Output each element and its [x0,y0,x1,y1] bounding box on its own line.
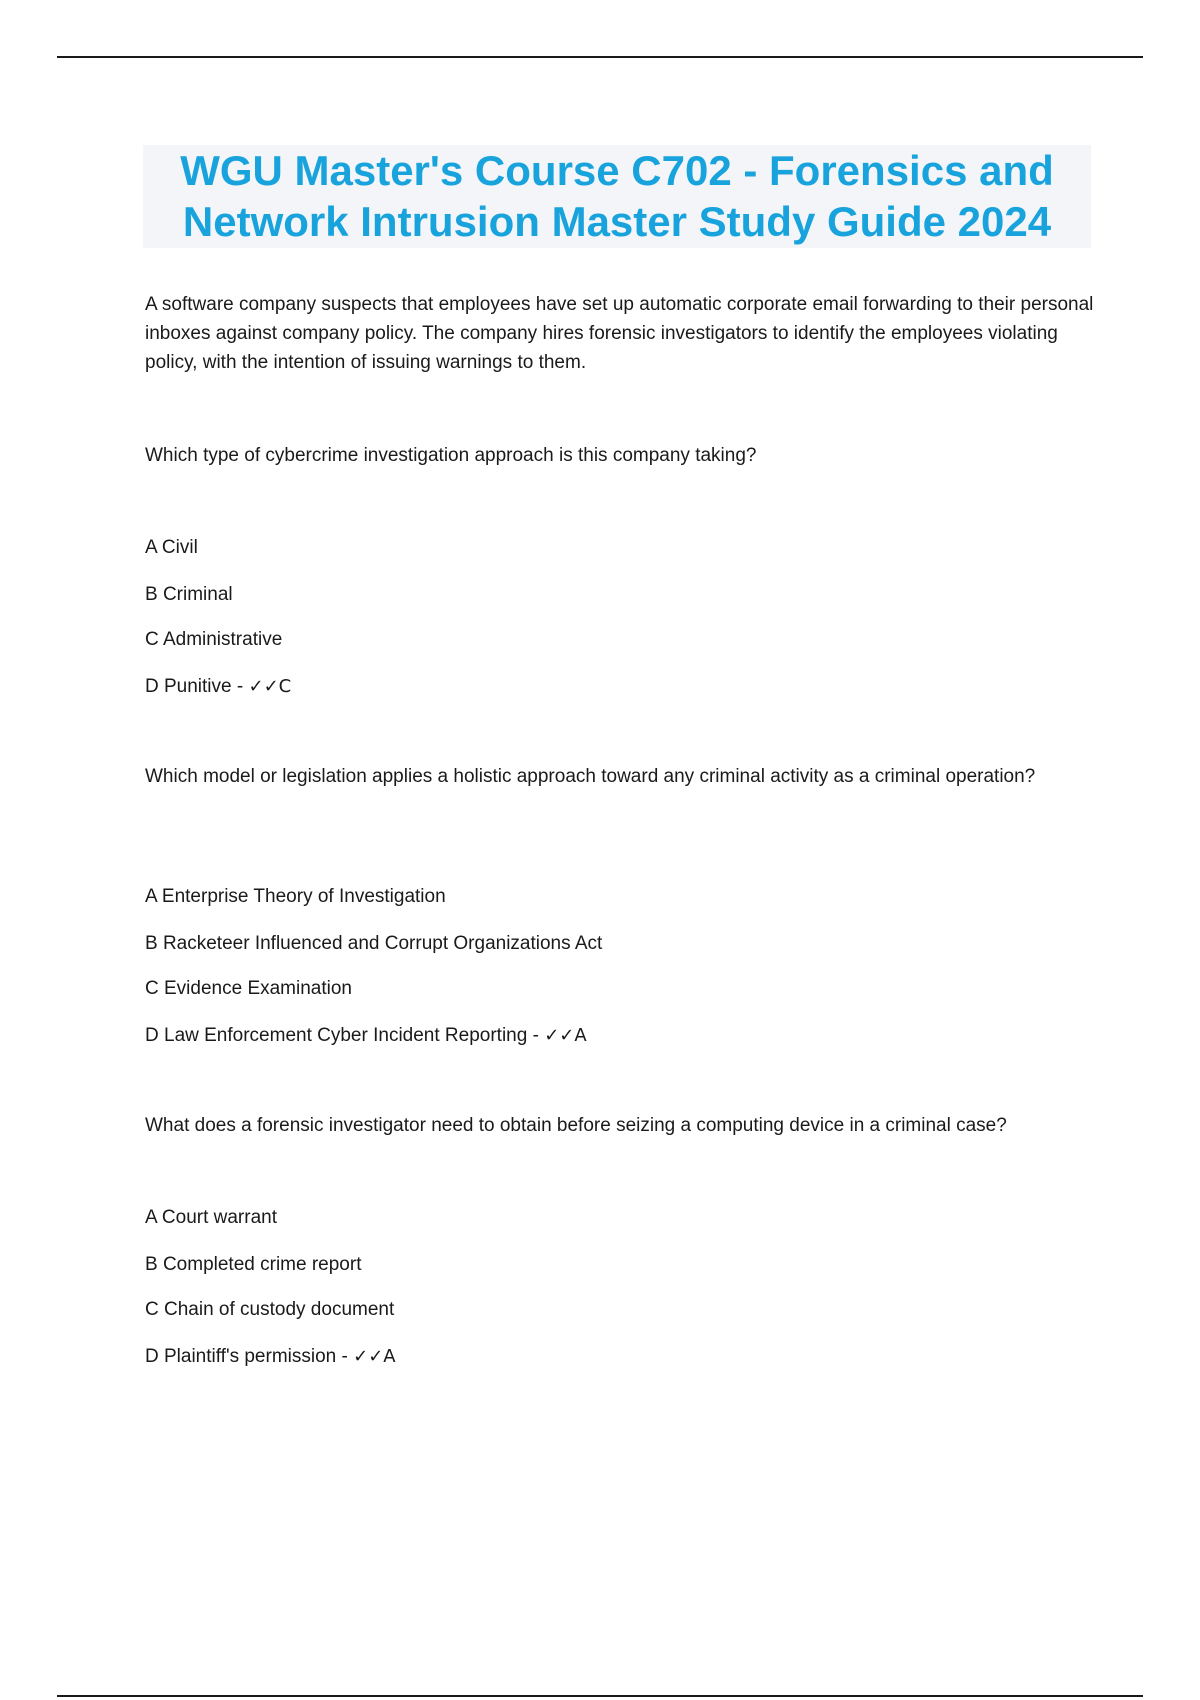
option-d [145,1021,587,1050]
question-block [145,1111,1095,1140]
option-b: B Completed crime report [145,1254,362,1275]
option-separator: - [527,1025,545,1046]
option-d-text: D Law Enforcement Cyber Incident Reporting [145,1025,528,1046]
question-text: Which type of cybercrime investigation approach is this company taking? [145,445,757,466]
option-d [145,672,291,701]
answer-marker: ✓✓A [544,1025,587,1046]
title-line-2: Network Intrusion Master Study Guide 2024 [182,198,1052,245]
option-a: A Court warrant [145,1207,277,1228]
option-separator: - [336,1346,354,1367]
question-text: What does a forensic investigator need to obtain before seizing a computing device in a criminal case? [145,1115,1007,1136]
option-c: C Evidence Examination [145,978,352,999]
document-title [143,145,1091,248]
question-block [145,441,1095,470]
option-d-text: D Plaintiff's permission [145,1346,337,1367]
top-rule [57,56,1143,58]
option-d [145,1342,396,1371]
option-d-text: D Punitive [145,676,232,697]
option-a: A Civil [145,537,198,558]
intro-paragraph: A software company suspects that employees have set up automatic corporate email forwarding to their personal inboxes against company policy. The company hires forensic investigators to identify the employees violating policy, with the intention of issuing warnings to them. [145,294,1094,373]
option-b: B Criminal [145,584,233,605]
bottom-rule [57,1695,1143,1697]
title-line-1: WGU Master's Course C702 - Forensics and [180,147,1054,194]
option-separator: - [231,676,249,697]
answer-marker: ✓✓C [248,676,292,697]
option-c: C Chain of custody document [145,1299,395,1320]
option-c: C Administrative [145,629,283,650]
answer-marker: ✓✓A [353,1346,396,1367]
question-text: Which model or legislation applies a holistic approach toward any criminal activity as a criminal operation? [145,766,1036,787]
option-b: B Racketeer Influenced and Corrupt Organizations Act [145,933,603,954]
question-block [145,762,1095,791]
option-a: A Enterprise Theory of Investigation [145,886,446,907]
